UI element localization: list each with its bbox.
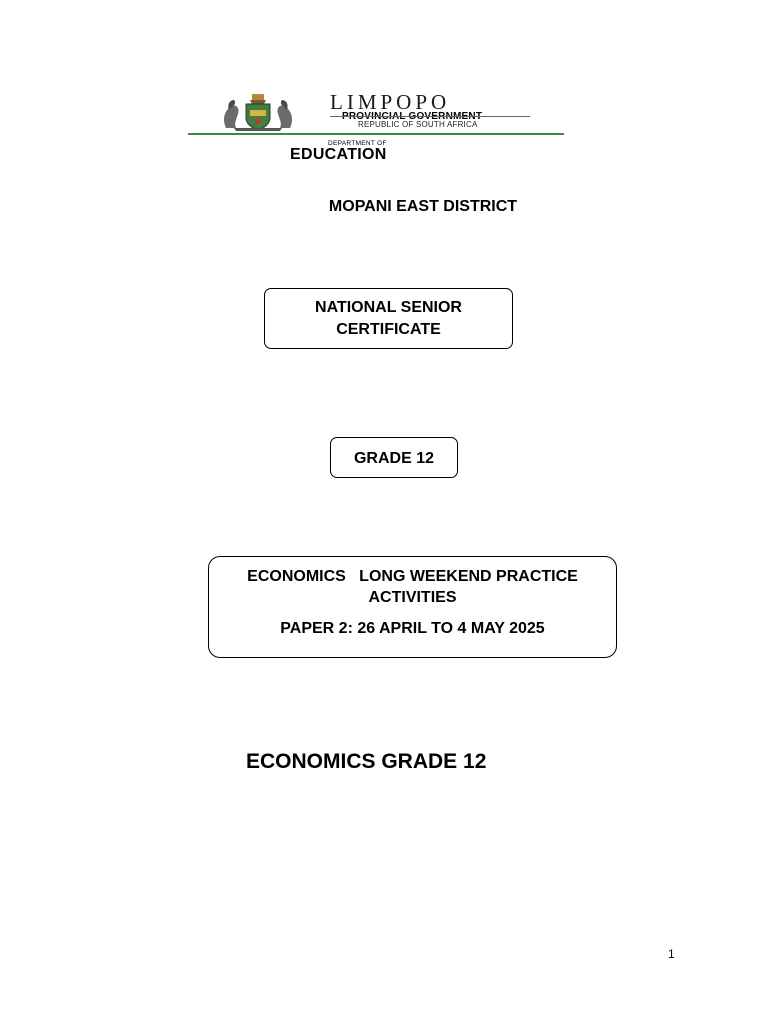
- certificate-line: CERTIFICATE: [336, 321, 441, 338]
- page-number: 1: [668, 947, 675, 961]
- logo-title: LIMPOPO: [330, 90, 451, 114]
- certificate-line: NATIONAL SENIOR: [315, 299, 462, 316]
- limpopo-education-logo: [188, 90, 564, 166]
- activity-title: ECONOMICS LONG WEEKEND PRACTICE: [247, 568, 578, 585]
- activity-paper-dates: PAPER 2: 26 APRIL TO 4 MAY 2025: [280, 620, 545, 637]
- logo-divider: [330, 116, 530, 117]
- coat-of-arms-icon: [220, 92, 296, 132]
- activity-title-cont: ACTIVITIES: [368, 589, 457, 606]
- logo-department: EDUCATION: [290, 146, 387, 163]
- logo-department-of: DEPARTMENT OF: [328, 140, 387, 147]
- district-name: MOPANI EAST DISTRICT: [328, 198, 518, 215]
- grade-box: GRADE 12: [330, 437, 458, 478]
- activity-box: [208, 556, 617, 658]
- logo-green-rule: [188, 133, 564, 135]
- subject-title: ECONOMICS GRADE 12: [246, 750, 487, 773]
- certificate-box: [264, 288, 513, 349]
- logo-republic: REPUBLIC OF SOUTH AFRICA: [358, 120, 478, 129]
